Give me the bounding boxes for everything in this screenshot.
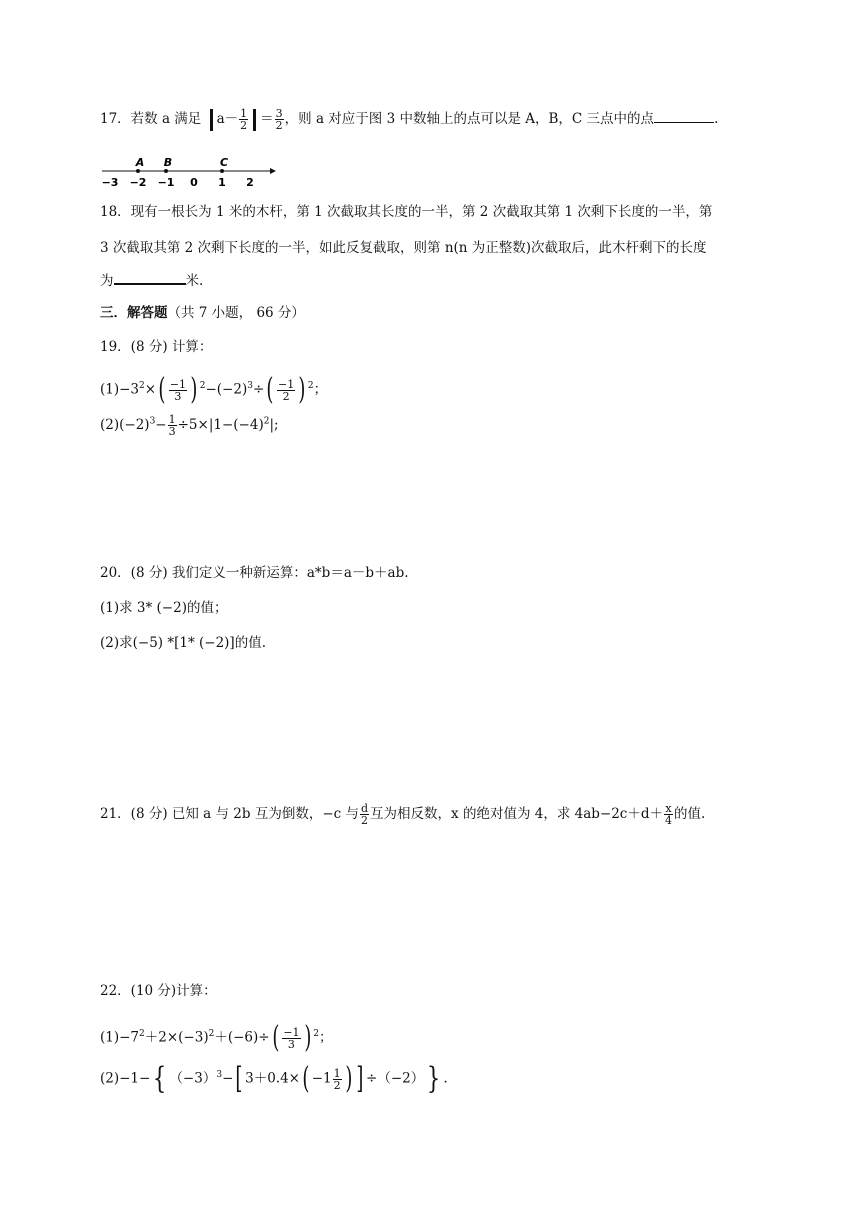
q19-p2-a-sup: 3: [149, 416, 156, 427]
paren-open: (: [158, 372, 166, 407]
tick-label: −1: [157, 176, 175, 189]
paren-open: (: [302, 1061, 310, 1096]
question-18-line-3: [100, 271, 203, 291]
q19-p1-a: (1)−3: [100, 381, 140, 398]
q19-p2-a: (2)(−2): [100, 417, 150, 433]
q19-p2-end: |;: [269, 417, 279, 433]
number-line-arrow: [270, 168, 276, 174]
question-18-line-1: 18．现有一根长为 1 米的木杆，第 1 次截取其长度的一半，第 2 次截取其第 1 次剩下长度的一半，第: [100, 204, 713, 220]
q22-p1-a: (1)−7: [100, 1029, 140, 1046]
question-20-part-2: (2)求(−5) *[1* (−2)]的值.: [100, 635, 266, 651]
question-20-part-1: (1)求 3* (−2)的值；: [100, 600, 228, 616]
q22-p2-e: ÷（−2）: [366, 1070, 425, 1087]
fraction-d-over-2: $\frac{d}{2}$: [361, 802, 369, 827]
q17-answer-blank: [654, 110, 714, 123]
q17-prefix: 17．若数 a 满足: [100, 111, 202, 127]
point-b-label: B: [163, 156, 173, 169]
point-c-dot: [220, 169, 224, 173]
question-22-heading: 22．(10 分)计算：: [100, 983, 217, 999]
bracket-open: [: [235, 1061, 243, 1096]
q19-p2-minus: −: [155, 417, 167, 433]
section-3-note: （共 7 小题， 66 分）: [167, 305, 305, 321]
q17-suffix: ，则 a 对应于图 3 中数轴上的点可以是 A，B，C 三点中的点: [284, 111, 655, 127]
q22-p1-a-sup: 2: [139, 1029, 145, 1039]
section-3-heading: [100, 303, 305, 323]
q22-p2-d: 3＋0.4×: [245, 1070, 300, 1087]
q22-p2-b-sup: 3: [216, 1070, 223, 1080]
q22-p1-c: ＋(−6)÷: [214, 1029, 270, 1046]
q19-p1-div: ÷: [252, 381, 265, 398]
tick-label: −2: [129, 176, 147, 189]
point-b-dot: [164, 169, 168, 173]
bracket-close: ]: [356, 1061, 364, 1096]
brace-close: }: [427, 1061, 441, 1096]
fraction-neg-one-third: $\frac{-1}{3}$: [169, 377, 187, 403]
fraction-neg-one-third: $\frac{-1}{3}$: [283, 1025, 300, 1051]
q22-p2-end: .: [443, 1070, 448, 1087]
abs-bar-left: [210, 109, 213, 131]
question-21: [100, 803, 705, 826]
fraction-three-halves: $\frac{3}{2}$: [275, 107, 283, 132]
paren-open: (: [271, 1020, 279, 1055]
abs-bar-right: [253, 109, 256, 131]
q18-prefix: 为: [100, 273, 114, 289]
question-19-part-1: [100, 372, 328, 407]
fraction-one-half: $\frac{1}{2}$: [333, 1066, 341, 1092]
question-20-heading: 20．(8 分) 我们定义一种新运算：a*b＝a－b＋ab.: [100, 565, 409, 581]
point-a-dot: [136, 169, 140, 173]
q21-prefix: 21．(8 分) 已知 a 与 2b 互为倒数，−c 与: [100, 806, 359, 822]
q22-p2-mixed-whole: −1: [311, 1070, 332, 1087]
tick-label: −3: [101, 176, 119, 189]
q18-answer-blank: [114, 271, 186, 285]
q19-p1-end: ；: [313, 381, 328, 398]
q18-suffix: 米.: [185, 273, 204, 289]
q17-abs-content: a－: [216, 111, 239, 127]
tick-label: 2: [246, 176, 254, 189]
point-a-label: A: [135, 156, 145, 169]
question-22-part-2: [100, 1061, 448, 1096]
q19-p1-sup2: 2: [307, 381, 314, 391]
point-c-label: C: [219, 156, 229, 169]
paren-close: ): [303, 1020, 311, 1055]
q21-mid: 互为相反数，x 的绝对值为 4，求 4ab−2c＋d＋: [370, 806, 664, 822]
tick-label: 0: [190, 176, 198, 189]
question-19-heading: 19．(8 分) 计算：: [100, 339, 213, 355]
q19-p2-rest-sup: 2: [263, 416, 270, 427]
fraction-one-half: $\frac{1}{2}$: [240, 107, 248, 132]
q22-p1-b: ＋2×(−3): [144, 1029, 209, 1046]
q19-p1-mid: −(−2): [205, 381, 248, 398]
fraction-x-over-4: $\frac{x}{4}$: [665, 802, 673, 827]
q19-p1-times: ×: [144, 381, 157, 398]
q17-end: .: [714, 111, 719, 127]
q22-p2-c: −: [222, 1070, 234, 1087]
question-17: [100, 108, 718, 131]
paren-close: ): [298, 372, 306, 407]
q19-p1-mid-sup: 3: [247, 381, 253, 391]
q22-p2-a: (2)−1−: [100, 1070, 151, 1087]
q21-end: 的值.: [674, 806, 706, 822]
q22-p1-b-sup: 2: [208, 1029, 215, 1039]
q22-p2-b: （−3）: [169, 1070, 217, 1087]
q22-p1-sup: 2: [313, 1029, 319, 1039]
q19-p1-sup1: 2: [199, 381, 206, 391]
q22-p1-end: ；: [318, 1029, 333, 1046]
question-18-line-2: 3 次截取其第 2 次剩下长度的一半，如此反复截取，则第 n(n 为正整数)次截取后，此木杆剩下的长度: [100, 240, 707, 256]
q17-equals: ＝: [260, 111, 274, 127]
question-19-part-2: [100, 414, 279, 437]
tick-label: 1: [218, 176, 226, 189]
section-3-title: 三．解答题: [100, 305, 168, 321]
q19-p2-rest: ÷5×|1−(−4): [177, 417, 264, 433]
fraction-one-third: $\frac{1}{3}$: [168, 413, 176, 438]
number-line-figure: [100, 156, 280, 190]
paren-open: (: [266, 372, 274, 407]
question-22-part-1: [100, 1020, 333, 1055]
fraction-neg-one-half: $\frac{-1}{2}$: [277, 377, 295, 403]
q19-p1-a-sup: 2: [139, 381, 145, 391]
paren-close: ): [344, 1061, 352, 1096]
brace-open: {: [153, 1061, 167, 1096]
paren-close: ): [190, 372, 198, 407]
